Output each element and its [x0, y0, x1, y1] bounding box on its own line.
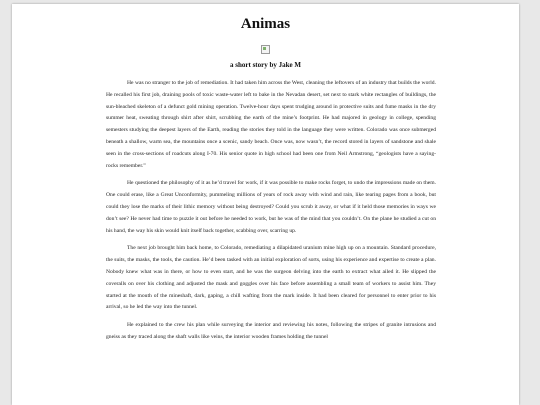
- header-image: [12, 41, 519, 51]
- paragraph: He questioned the philosophy of it as he’d travel for work, if it was possible to make rocks forget, to undo the impressions made on them. One could erase, like a Great Unconformity, pummeling millions of years of rock away with wind and rain, like tearing pages from a book, but could they lose the marks of their lithic memory without being destroyed? Could you scrub it away, or what if it held those memories in ways we don’t see? He never had time to puzzle it out before he needed to work, but he was of the mind that you couldn’t. On the plane he studied a cut on his hand, the way his skin would knit itself back together, scabbing over, scarring up.: [106, 180, 436, 234]
- paragraph: He was no stranger to the job of remediation. It had taken him across the West, cleaning the leftovers of an industry that builds the world. He recalled his first job, draining pools of toxic waste-water left to bake in the Nevadan desert, set next to stark white rectangles of buildings, the sun-bleached skeleton of a defunct gold mining operation. Twelve-hour days spent trudging around in protective suits and fume masks in the dry summer heat, sweating through shirt after shirt, scrubbing the earth of the mine’s footprint. He had majored in geology in college, spending semesters studying the deepest layers of the Earth, reading the stories they told in the language they were written. Colorado was once submerged beneath a shallow, warm sea, the mountains once a scenic, sandy beach. Once was, now wasn’t, the record stored in layers of sandstone and shale seen in the cross-sections of roadcuts along I-70. His senior quote in high school had been one from Neil Armstrong, “geologists have a saying- rocks remember.”: [106, 80, 436, 169]
- story-title: Animas: [240, 16, 291, 32]
- broken-image-icon: [261, 45, 270, 54]
- paragraph: He explained to the crew his plan while surveying the interior and reviewing his notes, following the stripes of granite intrusions and gneiss as they traced along the shaft walls like veins, the interior wooden frames holding the tunnel: [106, 322, 436, 340]
- paragraph: The next job brought him back home, to Colorado, remediating a dilapidated uranium mine high up on a mountain. Standard procedure, the suits, the masks, the tools, the caution. He’d been tasked with an initial exploration of sorts, using his experience and expertise to create a plan. Nobody knew what was in there, or how to even start, and he was the surgeon delving into the earth to extract what ailed it. He slipped the coveralls on over his clothing and adjusted the mask and goggles over his face before assembling a small team of workers to assist him. They started at the mouth of the mineshaft, dark, gaping, a chill wafting from the mark inside. It had been cleared for personnel to enter prior to his arrival, so he led the way into the tunnel.: [106, 245, 436, 311]
- document-page: [12, 4, 519, 405]
- byline: a short story by Jake M: [230, 61, 301, 69]
- story-body: [106, 78, 436, 350]
